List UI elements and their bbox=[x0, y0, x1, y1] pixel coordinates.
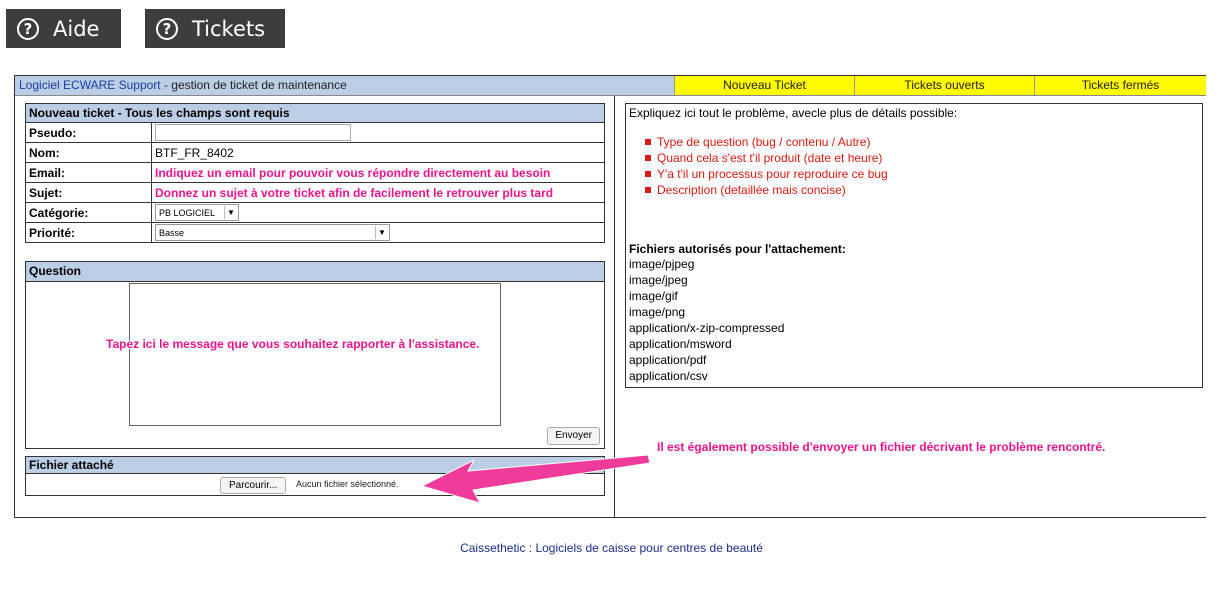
no-file-text: Aucun fichier sélectionné. bbox=[296, 479, 399, 489]
arrow-shape-icon bbox=[422, 455, 650, 503]
info-intro: Expliquez ici tout le problème, avecle plus de détails possible: bbox=[629, 106, 958, 120]
question-circle-icon: ? bbox=[17, 18, 39, 40]
priorite-value: Basse bbox=[159, 227, 185, 238]
email-label: Email: bbox=[26, 163, 152, 183]
file-type: application/csv bbox=[629, 369, 708, 383]
question-circle-icon: ? bbox=[156, 18, 178, 40]
brand-subtitle: - gestion de ticket de maintenance bbox=[160, 78, 347, 92]
file-type: image/png bbox=[629, 305, 686, 319]
chevron-down-icon: ▼ bbox=[375, 226, 388, 239]
browse-button[interactable]: Parcourir... bbox=[220, 477, 286, 494]
chevron-down-icon: ▼ bbox=[224, 206, 237, 219]
question-title: Question bbox=[26, 262, 604, 282]
attachment-annotation: Il est également possible d'envoyer un fichier décrivant le problème rencontré. bbox=[657, 440, 1106, 454]
aide-button-label: Aide bbox=[53, 16, 100, 41]
nom-value: BTF_FR_8402 bbox=[152, 143, 605, 163]
list-item: Description (detaillée mais concise) bbox=[657, 182, 1199, 198]
sujet-label: Sujet: bbox=[26, 183, 152, 203]
tickets-button-label: Tickets bbox=[192, 16, 266, 41]
question-hint: Tapez ici le message que vous souhaitez rapporter à l'assistance. bbox=[106, 337, 480, 351]
nom-label: Nom: bbox=[26, 143, 152, 163]
pseudo-label: Pseudo: bbox=[26, 123, 152, 143]
brand-name: Logiciel ECWARE Support bbox=[19, 78, 161, 92]
file-type: application/x-zip-compressed bbox=[629, 321, 785, 335]
list-item: Y'a t'il un processus pour reproduire ce bug bbox=[657, 166, 1199, 182]
sujet-hint: Donnez un sujet à votre ticket afin de facilement le retrouver plus tard bbox=[155, 185, 554, 200]
list-item: Quand cela s'est t'il produit (date et heure) bbox=[657, 150, 1199, 166]
priorite-label: Priorité: bbox=[26, 223, 152, 243]
file-type: image/jpeg bbox=[629, 273, 688, 287]
email-hint: Indiquez un email pour pouvoir vous répondre directement au besoin bbox=[155, 165, 551, 180]
file-type: application/pdf bbox=[629, 353, 707, 367]
files-title: Fichiers autorisés pour l'attachement: bbox=[629, 242, 846, 256]
attachment-title: Fichier attaché bbox=[26, 457, 604, 474]
form-section-title: Nouveau ticket - Tous les champs sont requis bbox=[26, 104, 605, 123]
file-type: image/pjpeg bbox=[629, 257, 695, 271]
categorie-label: Catégorie: bbox=[26, 203, 152, 223]
file-type: image/gif bbox=[629, 289, 678, 303]
send-button[interactable]: Envoyer bbox=[547, 427, 600, 445]
footer-link[interactable]: Caissethetic : Logiciels de caisse pour centres de beauté bbox=[460, 541, 763, 555]
tab-tickets-fermes[interactable]: Tickets fermés bbox=[1034, 76, 1206, 95]
categorie-value: PB LOGICIEL bbox=[159, 207, 216, 218]
file-type: application/msword bbox=[629, 337, 732, 351]
tab-nouveau-ticket[interactable]: Nouveau Ticket bbox=[674, 76, 854, 95]
list-item: Type de question (bug / contenu / Autre) bbox=[657, 134, 1199, 150]
tab-tickets-ouverts[interactable]: Tickets ouverts bbox=[854, 76, 1034, 95]
